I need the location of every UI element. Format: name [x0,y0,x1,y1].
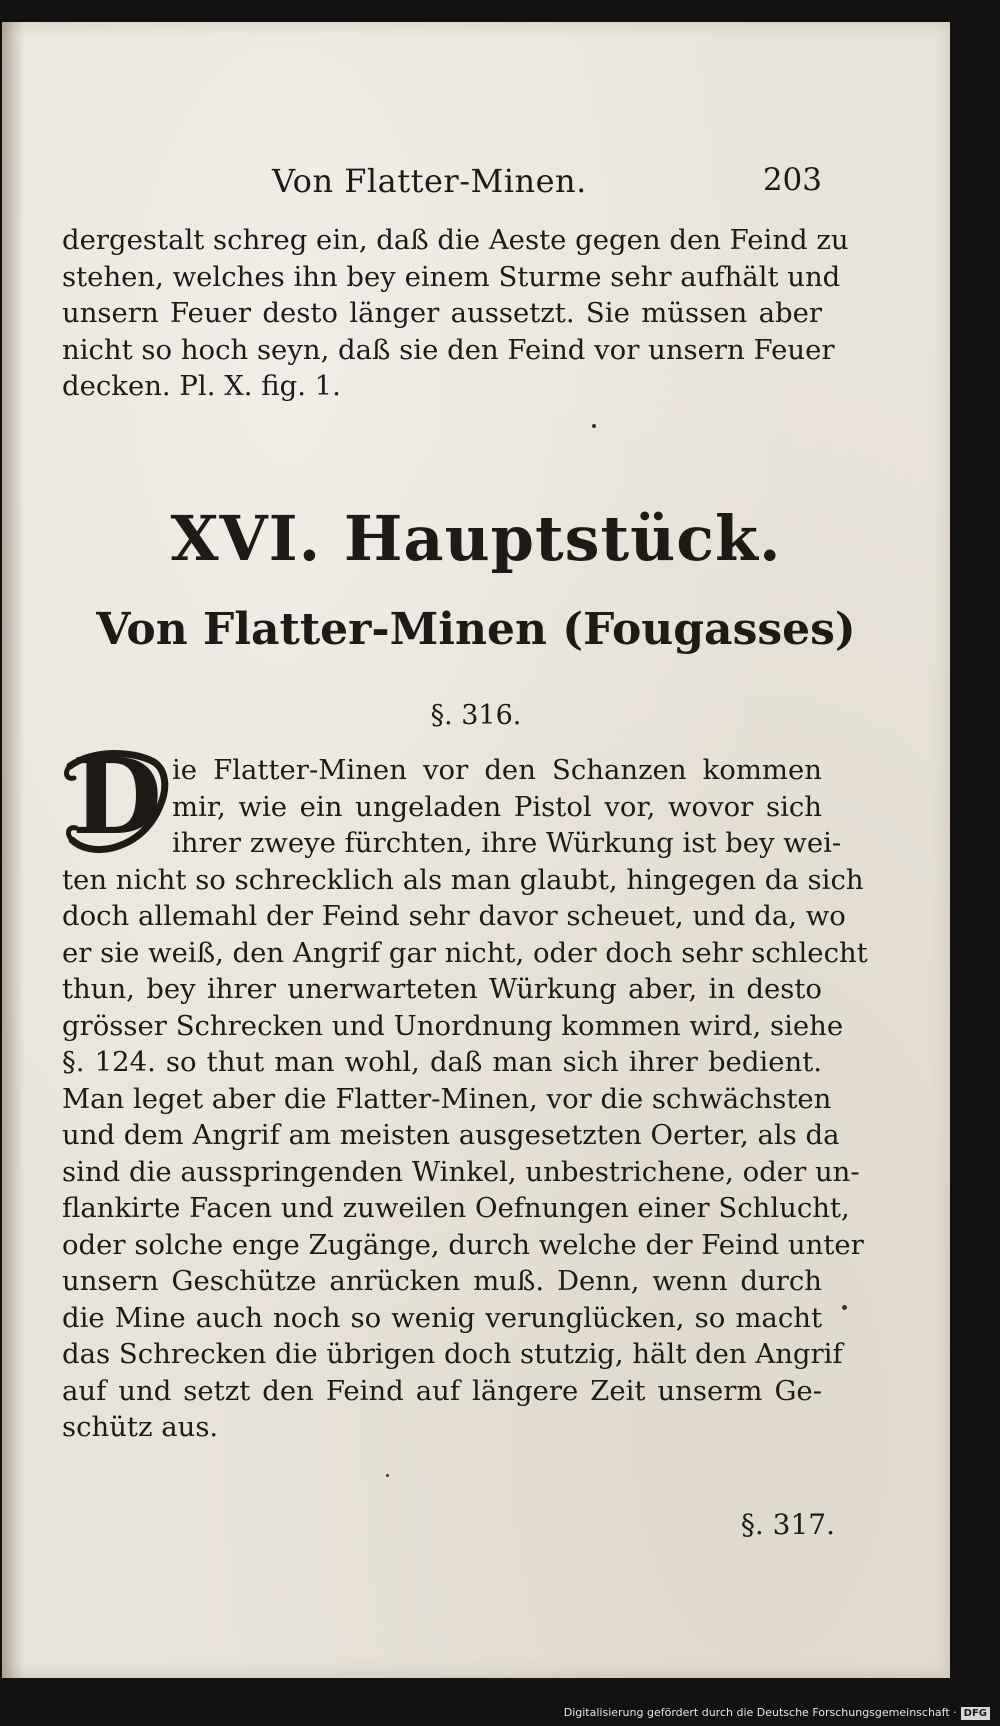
paper-speck [842,1305,847,1310]
text-line: das Schrecken die übrigen doch stutzig, hält den Angrif [62,1338,843,1370]
text-line: ihrer zweye fürchten, ihre Würkung ist bey wei- [172,827,842,859]
text-line: sind die ausspringenden Winkel, unbestrichene, oder un- [62,1155,860,1188]
text-line: unsern Geschütze anrücken muß. Denn, wenn durch [62,1265,822,1297]
text-line: ten nicht so schrecklich als man glaubt, hingegen da sich [62,863,864,896]
text-line: §. 124. so thut man wohl, daß man sich ihrer bedient. [62,1046,822,1078]
running-header [62,140,822,200]
text-line: ie Flatter-Minen vor den Schanzen kommen [172,754,822,786]
chapter-subtitle: Von Flatter-Minen (Fougasses) [96,604,856,655]
paper-speck [592,424,596,428]
digitization-credit [564,1706,990,1724]
text-line: flankirte Facen und zuweilen Oefnungen einer Schlucht, [62,1192,850,1224]
drop-cap [62,735,172,858]
paper-speck [386,1474,389,1477]
text-line: oder solche enge Zugänge, durch welche der Feind unter [62,1228,864,1261]
text-line: und dem Angrif am meisten ausgesetzten Oerter, als da [62,1119,840,1151]
section-number: §. 316. [430,700,522,731]
text-line: unsern Feuer desto länger aussetzt. Sie müssen aber [62,297,822,329]
drop-cap-letter: D [71,735,163,858]
book-page [2,22,950,1678]
body-paragraph [62,735,868,1446]
page-number: 203 [762,162,822,198]
text-line: er sie weiß, den Angrif gar nicht, oder doch sehr schlecht [62,936,868,969]
text-line: mir, wie ein ungeladen Pistol vor, wovor sich [172,790,822,823]
text-line: stehen, welches ihn bey einem Sturme sehr aufhält und [62,260,841,293]
text-line: grösser Schrecken und Unordnung kommen wird, siehe [62,1009,844,1042]
text-line: schütz aus. [62,1411,219,1443]
running-title: Von Flatter-Minen. [272,162,587,200]
text-line: decken. Pl. X. fig. 1. [62,370,341,402]
text-line: doch allemahl der Feind sehr davor scheuet, und da, wo [62,900,846,932]
text-line: thun, bey ihrer unerwarteten Würkung aber, in desto [62,973,822,1005]
text-line: Man leget aber die Flatter-Minen, vor die schwächsten [62,1082,832,1115]
catchword: §. 317. [740,1508,835,1541]
dfg-badge: DFG [961,1707,990,1720]
credit-text: Digitalisierung gefördert durch die Deutsche Forschungsgemeinschaft · [563,1706,957,1719]
chapter-heading: XVI. Hauptstück. [170,502,782,575]
text-line: die Mine auch noch so wenig verunglücken, so macht [62,1301,822,1334]
text-line: dergestalt schreg ein, daß die Aeste gegen den Feind zu [62,224,849,256]
text-line: auf und setzt den Feind auf längere Zeit unserm Ge- [62,1374,822,1407]
continued-paragraph [62,222,849,405]
text-line: nicht so hoch seyn, daß sie den Feind vor unsern Feuer [62,333,835,366]
